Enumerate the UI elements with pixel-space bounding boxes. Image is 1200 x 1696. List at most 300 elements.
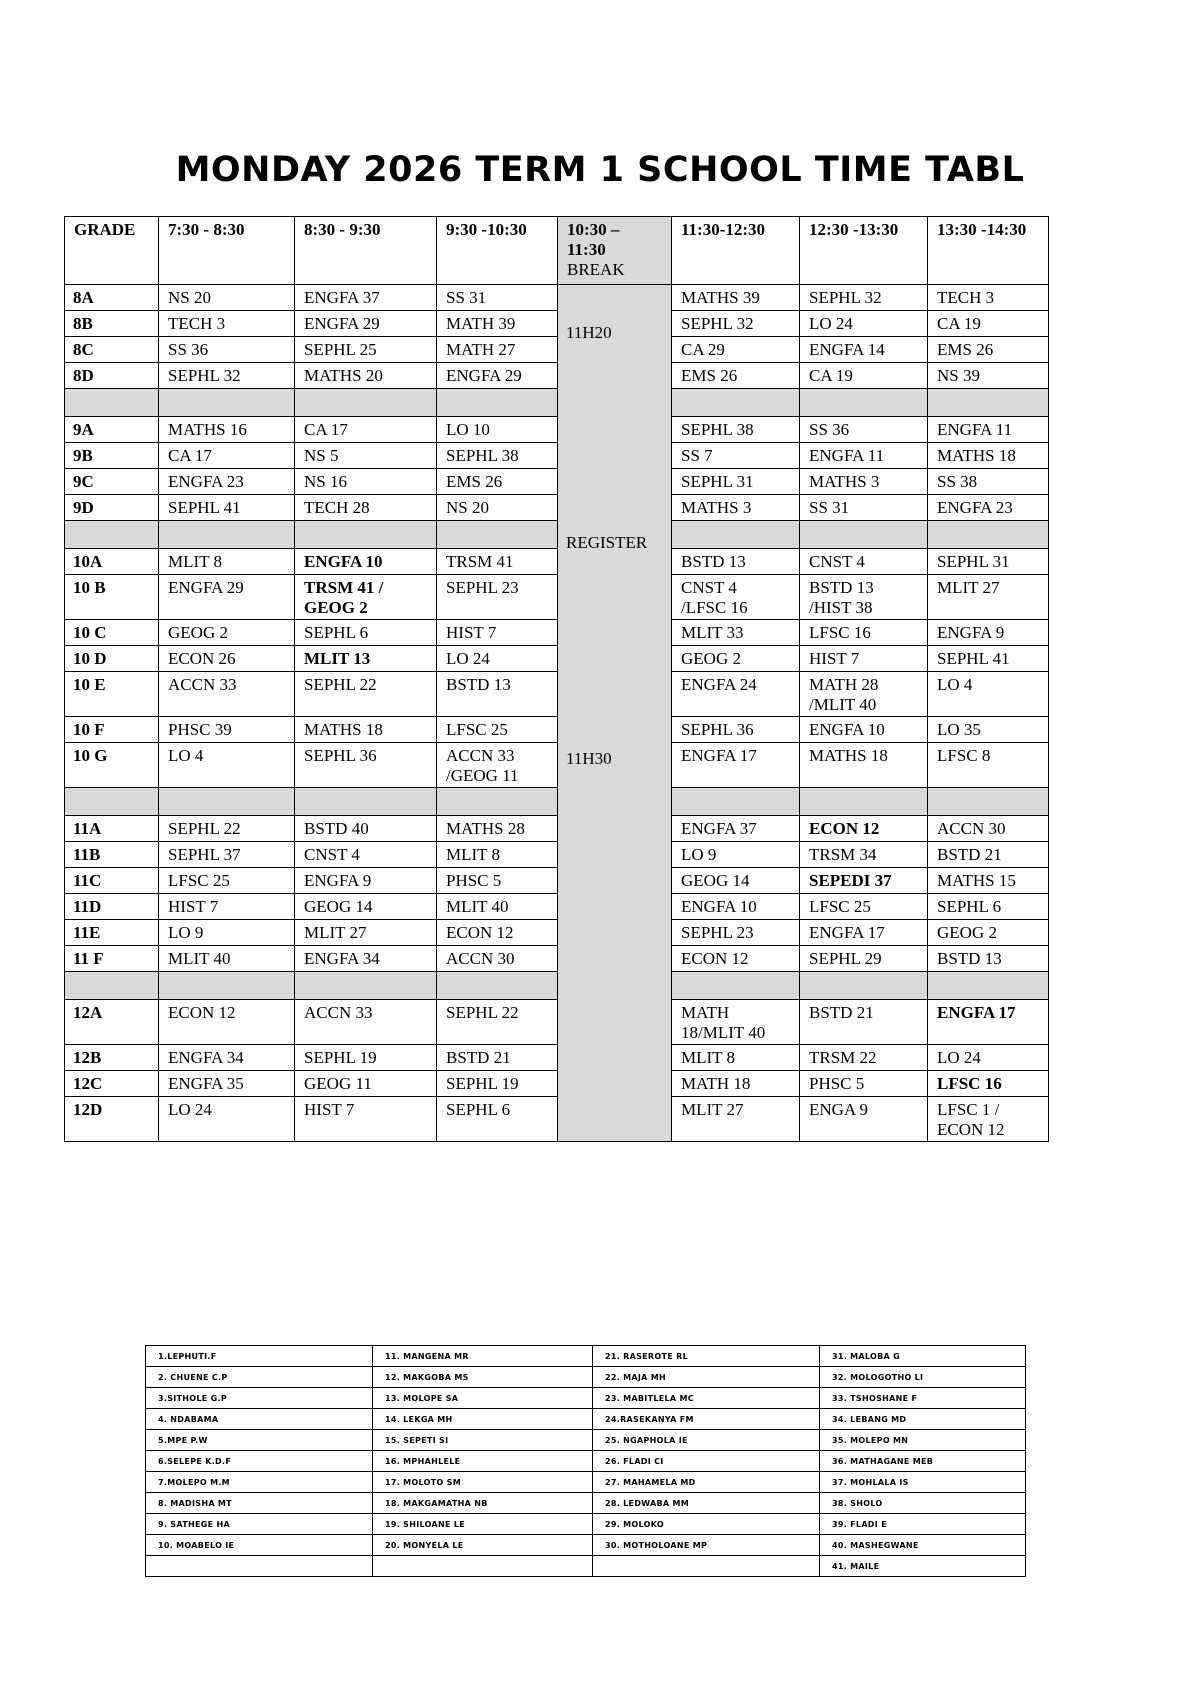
- lesson-cell: MLIT 40: [159, 946, 295, 972]
- table-row: [65, 946, 1049, 972]
- staff-row: [146, 1409, 1026, 1430]
- lesson-cell: LO 35: [928, 717, 1049, 743]
- lesson-cell: TRSM 22: [800, 1045, 928, 1071]
- separator-cell: [159, 972, 295, 1000]
- lesson-cell: BSTD 21: [928, 842, 1049, 868]
- staff-cell: 41. MAILE: [820, 1556, 1026, 1577]
- lesson-cell: SEPHL 41: [928, 646, 1049, 672]
- lesson-line: /HIST 38: [809, 598, 873, 617]
- lesson-line: BSTD 13: [809, 578, 874, 597]
- staff-cell: 11. MANGENA MR: [373, 1346, 593, 1367]
- lesson-cell: NS 5: [295, 443, 437, 469]
- staff-row: [146, 1556, 1026, 1577]
- lesson-cell: CA 17: [159, 443, 295, 469]
- lesson-cell: TECH 3: [159, 311, 295, 337]
- lesson-cell: SEPHL 32: [672, 311, 800, 337]
- staff-cell: 4. NDABAMA: [146, 1409, 373, 1430]
- lesson-cell: SEPHL 22: [295, 672, 437, 717]
- lesson-cell: ENGFA 37: [295, 285, 437, 311]
- lesson-cell: SEPHL 22: [437, 1000, 558, 1045]
- lesson-cell: [437, 743, 558, 788]
- grade-cell: 10 F: [65, 717, 159, 743]
- lesson-cell: SEPHL 41: [159, 495, 295, 521]
- lesson-cell: SEPHL 32: [800, 285, 928, 311]
- staff-cell: 35. MOLEPO MN: [820, 1430, 1026, 1451]
- staff-cell: 37. MOHLALA IS: [820, 1472, 1026, 1493]
- staff-cell: 19. SHILOANE LE: [373, 1514, 593, 1535]
- lesson-cell: LFSC 25: [437, 717, 558, 743]
- lesson-cell: ACCN 33: [159, 672, 295, 717]
- header-break: [558, 217, 672, 285]
- lesson-line: GEOG 2: [304, 598, 368, 617]
- separator-cell: [928, 521, 1049, 549]
- table-row: [65, 894, 1049, 920]
- lesson-cell: ECON 12: [672, 946, 800, 972]
- separator-cell: [65, 788, 159, 816]
- header-period-4: 11:30-12:30: [672, 217, 800, 285]
- lesson-line: LFSC 1 /: [937, 1100, 1000, 1119]
- staff-cell: 8. MADISHA MT: [146, 1493, 373, 1514]
- lesson-cell: MATHS 28: [437, 816, 558, 842]
- lesson-cell: LO 24: [800, 311, 928, 337]
- lesson-cell: ACCN 33: [295, 1000, 437, 1045]
- lesson-cell: ENGFA 34: [295, 946, 437, 972]
- staff-cell: 28. LEDWABA MM: [593, 1493, 820, 1514]
- lesson-cell: SEPHL 6: [928, 894, 1049, 920]
- lesson-cell: ENGFA 37: [672, 816, 800, 842]
- staff-list: [145, 1345, 1026, 1577]
- lesson-cell: LFSC 25: [800, 894, 928, 920]
- lesson-cell: MATHS 16: [159, 417, 295, 443]
- staff-cell: [373, 1556, 593, 1577]
- grade-cell: 11A: [65, 816, 159, 842]
- separator-cell: [295, 389, 437, 417]
- table-row: [65, 620, 1049, 646]
- lesson-cell: SS 36: [159, 337, 295, 363]
- lesson-line: CNST 4: [681, 578, 737, 597]
- lesson-line: ECON 12: [937, 1120, 1005, 1139]
- staff-cell: 5.MPE P.W: [146, 1430, 373, 1451]
- lesson-cell: ENGFA 9: [295, 868, 437, 894]
- separator-cell: [65, 521, 159, 549]
- lesson-cell: NS 39: [928, 363, 1049, 389]
- lesson-cell: BSTD 21: [800, 1000, 928, 1045]
- lesson-line: /GEOG 11: [446, 766, 519, 785]
- lesson-cell: SEPHL 19: [295, 1045, 437, 1071]
- staff-row: [146, 1472, 1026, 1493]
- lesson-line: MATH 28: [809, 675, 879, 694]
- staff-cell: 32. MOLOGOTHO LI: [820, 1367, 1026, 1388]
- lesson-cell: GEOG 14: [672, 868, 800, 894]
- separator-cell: [159, 389, 295, 417]
- grade-cell: 11E: [65, 920, 159, 946]
- break-column: [558, 285, 672, 1142]
- grade-cell: 12C: [65, 1071, 159, 1097]
- separator-cell: [800, 788, 928, 816]
- grade-cell: 8B: [65, 311, 159, 337]
- table-row: [65, 337, 1049, 363]
- lesson-cell: ACCN 30: [437, 946, 558, 972]
- table-row: [65, 646, 1049, 672]
- lesson-cell: SEPHL 37: [159, 842, 295, 868]
- lesson-cell: MLIT 13: [295, 646, 437, 672]
- page-title: MONDAY 2026 TERM 1 SCHOOL TIME TABL: [175, 150, 1025, 190]
- lesson-cell: ECON 12: [437, 920, 558, 946]
- lesson-cell: ENGA 9: [800, 1097, 928, 1142]
- lesson-line: /LFSC 16: [681, 598, 748, 617]
- table-row: [65, 920, 1049, 946]
- separator-cell: [65, 972, 159, 1000]
- staff-row: [146, 1430, 1026, 1451]
- staff-cell: 25. NGAPHOLA IE: [593, 1430, 820, 1451]
- separator-cell: [672, 788, 800, 816]
- lesson-cell: MLIT 27: [295, 920, 437, 946]
- lesson-cell: ENGFA 17: [800, 920, 928, 946]
- lesson-cell: ENGFA 29: [437, 363, 558, 389]
- table-row: [65, 868, 1049, 894]
- staff-cell: 21. RASEROTE RL: [593, 1346, 820, 1367]
- lesson-cell: SS 36: [800, 417, 928, 443]
- lesson-cell: ENGFA 29: [159, 575, 295, 620]
- lesson-cell: SEPHL 6: [295, 620, 437, 646]
- lesson-cell: TRSM 34: [800, 842, 928, 868]
- lesson-cell: NS 16: [295, 469, 437, 495]
- lesson-cell: MATH 18: [672, 1071, 800, 1097]
- staff-cell: [593, 1556, 820, 1577]
- table-row: [65, 1000, 1049, 1045]
- lesson-cell: SEPHL 38: [437, 443, 558, 469]
- lesson-line: TRSM 41 /: [304, 578, 384, 597]
- lesson-line: /MLIT 40: [809, 695, 877, 714]
- grade-cell: 10 D: [65, 646, 159, 672]
- lesson-cell: ECON 12: [159, 1000, 295, 1045]
- separator-cell: [800, 389, 928, 417]
- header-grade: GRADE: [65, 217, 159, 285]
- separator-cell: [800, 972, 928, 1000]
- grade-cell: 9D: [65, 495, 159, 521]
- lesson-cell: ENGFA 11: [928, 417, 1049, 443]
- lesson-cell: SEPHL 31: [672, 469, 800, 495]
- grade-cell: 12B: [65, 1045, 159, 1071]
- lesson-cell: ECON 12: [800, 816, 928, 842]
- lesson-cell: LO 4: [159, 743, 295, 788]
- staff-cell: 33. TSHOSHANE F: [820, 1388, 1026, 1409]
- table-row: [65, 417, 1049, 443]
- lesson-cell: MATHS 18: [800, 743, 928, 788]
- staff-cell: 22. MAJA MH: [593, 1367, 820, 1388]
- lesson-cell: SEPHL 23: [672, 920, 800, 946]
- lesson-cell: NS 20: [159, 285, 295, 311]
- lesson-cell: LFSC 25: [159, 868, 295, 894]
- lesson-cell: ENGFA 35: [159, 1071, 295, 1097]
- table-row: [65, 1097, 1049, 1142]
- table-row: [65, 469, 1049, 495]
- separator-cell: [159, 521, 295, 549]
- lesson-cell: LO 9: [672, 842, 800, 868]
- grade-cell: 12A: [65, 1000, 159, 1045]
- lesson-cell: [672, 575, 800, 620]
- grade-cell: 10 G: [65, 743, 159, 788]
- lesson-cell: SEPHL 31: [928, 549, 1049, 575]
- lesson-cell: HIST 7: [437, 620, 558, 646]
- staff-row: [146, 1388, 1026, 1409]
- table-row: [65, 743, 1049, 788]
- lesson-cell: ENGFA 34: [159, 1045, 295, 1071]
- lesson-line: ACCN 33: [446, 746, 515, 765]
- lesson-cell: MLIT 8: [437, 842, 558, 868]
- staff-cell: 34. LEBANG MD: [820, 1409, 1026, 1430]
- table-row: [65, 575, 1049, 620]
- lesson-cell: MATH 27: [437, 337, 558, 363]
- lesson-cell: MLIT 8: [672, 1045, 800, 1071]
- header-period-6: 13:30 -14:30: [928, 217, 1049, 285]
- separator-cell: [928, 389, 1049, 417]
- separator-cell: [800, 521, 928, 549]
- header-period-5: 12:30 -13:30: [800, 217, 928, 285]
- lesson-cell: BSTD 13: [928, 946, 1049, 972]
- header-break-label: BREAK: [567, 260, 625, 279]
- staff-cell: 24.RASEKANYA FM: [593, 1409, 820, 1430]
- lesson-cell: PHSC 5: [800, 1071, 928, 1097]
- lesson-cell: ENGFA 23: [928, 495, 1049, 521]
- grade-cell: 10A: [65, 549, 159, 575]
- staff-cell: 12. MAKGOBA MS: [373, 1367, 593, 1388]
- staff-cell: 18. MAKGAMATHA NB: [373, 1493, 593, 1514]
- lesson-cell: ENGFA 29: [295, 311, 437, 337]
- lesson-cell: LO 10: [437, 417, 558, 443]
- break-time-second: 11H30: [566, 749, 612, 768]
- lesson-cell: LO 24: [159, 1097, 295, 1142]
- separator-cell: [295, 972, 437, 1000]
- lesson-cell: SEPHL 36: [295, 743, 437, 788]
- separator-cell: [928, 972, 1049, 1000]
- separator-cell: [672, 389, 800, 417]
- lesson-cell: SEPHL 36: [672, 717, 800, 743]
- grade-cell: 8D: [65, 363, 159, 389]
- lesson-cell: GEOG 2: [928, 920, 1049, 946]
- lesson-cell: ENGFA 14: [800, 337, 928, 363]
- separator-cell: [437, 389, 558, 417]
- lesson-cell: GEOG 2: [672, 646, 800, 672]
- header-period-1: 7:30 - 8:30: [159, 217, 295, 285]
- table-row: [65, 1071, 1049, 1097]
- lesson-cell: BSTD 40: [295, 816, 437, 842]
- separator-row: [65, 389, 1049, 417]
- lesson-cell: LFSC 16: [928, 1071, 1049, 1097]
- header-period-3: 9:30 -10:30: [437, 217, 558, 285]
- lesson-cell: MLIT 40: [437, 894, 558, 920]
- lesson-cell: ENGFA 10: [800, 717, 928, 743]
- lesson-cell: CNST 4: [295, 842, 437, 868]
- table-header-row: [65, 217, 1049, 285]
- table-row: [65, 672, 1049, 717]
- staff-cell: 29. MOLOKO: [593, 1514, 820, 1535]
- lesson-cell: BSTD 21: [437, 1045, 558, 1071]
- register-label: REGISTER: [566, 533, 648, 552]
- lesson-cell: PHSC 5: [437, 868, 558, 894]
- staff-cell: 13. MOLOPE SA: [373, 1388, 593, 1409]
- lesson-cell: TECH 28: [295, 495, 437, 521]
- separator-cell: [159, 788, 295, 816]
- lesson-cell: BSTD 13: [672, 549, 800, 575]
- lesson-cell: ECON 26: [159, 646, 295, 672]
- header-break-end: 11:30: [567, 240, 606, 259]
- separator-cell: [295, 521, 437, 549]
- staff-cell: 7.MOLEPO M.M: [146, 1472, 373, 1493]
- separator-cell: [928, 788, 1049, 816]
- staff-cell: [146, 1556, 373, 1577]
- staff-cell: 9. SATHEGE HA: [146, 1514, 373, 1535]
- lesson-cell: CA 19: [928, 311, 1049, 337]
- lesson-cell: [928, 1097, 1049, 1142]
- lesson-cell: GEOG 14: [295, 894, 437, 920]
- lesson-cell: MATHS 20: [295, 363, 437, 389]
- lesson-cell: MATHS 15: [928, 868, 1049, 894]
- lesson-cell: ENGFA 23: [159, 469, 295, 495]
- lesson-cell: CNST 4: [800, 549, 928, 575]
- lesson-cell: ENGFA 11: [800, 443, 928, 469]
- staff-cell: 16. MPHAHLELE: [373, 1451, 593, 1472]
- grade-cell: 10 B: [65, 575, 159, 620]
- lesson-line: MATH: [681, 1003, 730, 1022]
- lesson-cell: LFSC 8: [928, 743, 1049, 788]
- lesson-cell: SS 31: [800, 495, 928, 521]
- staff-row: [146, 1451, 1026, 1472]
- lesson-cell: SEPHL 22: [159, 816, 295, 842]
- staff-cell: 17. MOLOTO SM: [373, 1472, 593, 1493]
- lesson-cell: HIST 7: [800, 646, 928, 672]
- lesson-cell: LO 9: [159, 920, 295, 946]
- staff-cell: 23. MABITLELA MC: [593, 1388, 820, 1409]
- table-row: [65, 842, 1049, 868]
- staff-row: [146, 1346, 1026, 1367]
- table-row: [65, 816, 1049, 842]
- lesson-cell: SS 7: [672, 443, 800, 469]
- staff-cell: 38. SHOLO: [820, 1493, 1026, 1514]
- lesson-cell: PHSC 39: [159, 717, 295, 743]
- lesson-cell: ENGFA 17: [672, 743, 800, 788]
- lesson-cell: EMS 26: [437, 469, 558, 495]
- lesson-cell: ENGFA 17: [928, 1000, 1049, 1045]
- staff-row: [146, 1535, 1026, 1556]
- staff-row: [146, 1514, 1026, 1535]
- lesson-cell: [295, 575, 437, 620]
- timetable: [64, 216, 1049, 1142]
- lesson-cell: MLIT 8: [159, 549, 295, 575]
- staff-cell: 6.SELEPE K.D.F: [146, 1451, 373, 1472]
- separator-cell: [672, 521, 800, 549]
- staff-cell: 39. FLADI E: [820, 1514, 1026, 1535]
- grade-cell: 11 F: [65, 946, 159, 972]
- lesson-cell: EMS 26: [928, 337, 1049, 363]
- staff-cell: 31. MALOBA G: [820, 1346, 1026, 1367]
- lesson-cell: MATHS 18: [928, 443, 1049, 469]
- lesson-cell: CA 19: [800, 363, 928, 389]
- staff-cell: 30. MOTHOLOANE MP: [593, 1535, 820, 1556]
- lesson-cell: ENGFA 9: [928, 620, 1049, 646]
- lesson-cell: GEOG 11: [295, 1071, 437, 1097]
- lesson-cell: BSTD 13: [437, 672, 558, 717]
- separator-row: [65, 788, 1049, 816]
- lesson-cell: MATHS 3: [672, 495, 800, 521]
- staff-cell: 2. CHUENE C.P: [146, 1367, 373, 1388]
- header-break-start: 10:30 –: [567, 220, 620, 239]
- lesson-cell: [672, 1000, 800, 1045]
- table-row: [65, 1045, 1049, 1071]
- lesson-cell: ENGFA 10: [295, 549, 437, 575]
- lesson-cell: CA 29: [672, 337, 800, 363]
- lesson-cell: LFSC 16: [800, 620, 928, 646]
- lesson-cell: LO 24: [928, 1045, 1049, 1071]
- staff-row: [146, 1493, 1026, 1514]
- lesson-cell: TECH 3: [928, 285, 1049, 311]
- lesson-cell: MLIT 33: [672, 620, 800, 646]
- lesson-cell: MATHS 3: [800, 469, 928, 495]
- grade-cell: 11C: [65, 868, 159, 894]
- staff-cell: 26. FLADI CI: [593, 1451, 820, 1472]
- grade-cell: 9A: [65, 417, 159, 443]
- lesson-cell: SEPHL 29: [800, 946, 928, 972]
- lesson-cell: NS 20: [437, 495, 558, 521]
- staff-row: [146, 1367, 1026, 1388]
- lesson-cell: MLIT 27: [672, 1097, 800, 1142]
- lesson-cell: SS 38: [928, 469, 1049, 495]
- grade-cell: 8C: [65, 337, 159, 363]
- table-row: [65, 549, 1049, 575]
- grade-cell: 10 C: [65, 620, 159, 646]
- lesson-cell: LO 4: [928, 672, 1049, 717]
- grade-cell: 9C: [65, 469, 159, 495]
- lesson-cell: SEPEDI 37: [800, 868, 928, 894]
- staff-cell: 3.SITHOLE G.P: [146, 1388, 373, 1409]
- lesson-cell: CA 17: [295, 417, 437, 443]
- lesson-cell: SEPHL 25: [295, 337, 437, 363]
- header-period-2: 8:30 - 9:30: [295, 217, 437, 285]
- lesson-cell: SEPHL 19: [437, 1071, 558, 1097]
- grade-cell: 8A: [65, 285, 159, 311]
- lesson-cell: MLIT 27: [928, 575, 1049, 620]
- table-row: [65, 443, 1049, 469]
- separator-cell: [295, 788, 437, 816]
- separator-row: [65, 521, 1049, 549]
- staff-cell: 27. MAHAMELA MD: [593, 1472, 820, 1493]
- lesson-cell: LO 24: [437, 646, 558, 672]
- lesson-cell: ENGFA 24: [672, 672, 800, 717]
- staff-cell: 10. MOABELO IE: [146, 1535, 373, 1556]
- lesson-cell: ENGFA 10: [672, 894, 800, 920]
- table-row: [65, 363, 1049, 389]
- grade-cell: 12D: [65, 1097, 159, 1142]
- staff-cell: 36. MATHAGANE MEB: [820, 1451, 1026, 1472]
- table-row: [65, 311, 1049, 337]
- lesson-line: 18/MLIT 40: [681, 1023, 766, 1042]
- lesson-cell: SEPHL 6: [437, 1097, 558, 1142]
- lesson-cell: [800, 672, 928, 717]
- staff-cell: 20. MONYELA LE: [373, 1535, 593, 1556]
- staff-cell: 15. SEPETI SI: [373, 1430, 593, 1451]
- lesson-cell: SEPHL 32: [159, 363, 295, 389]
- table-row: [65, 285, 1049, 311]
- lesson-cell: HIST 7: [295, 1097, 437, 1142]
- lesson-cell: HIST 7: [159, 894, 295, 920]
- grade-cell: 11B: [65, 842, 159, 868]
- grade-cell: 9B: [65, 443, 159, 469]
- lesson-cell: MATHS 39: [672, 285, 800, 311]
- grade-cell: 11D: [65, 894, 159, 920]
- lesson-cell: GEOG 2: [159, 620, 295, 646]
- table-row: [65, 717, 1049, 743]
- lesson-cell: EMS 26: [672, 363, 800, 389]
